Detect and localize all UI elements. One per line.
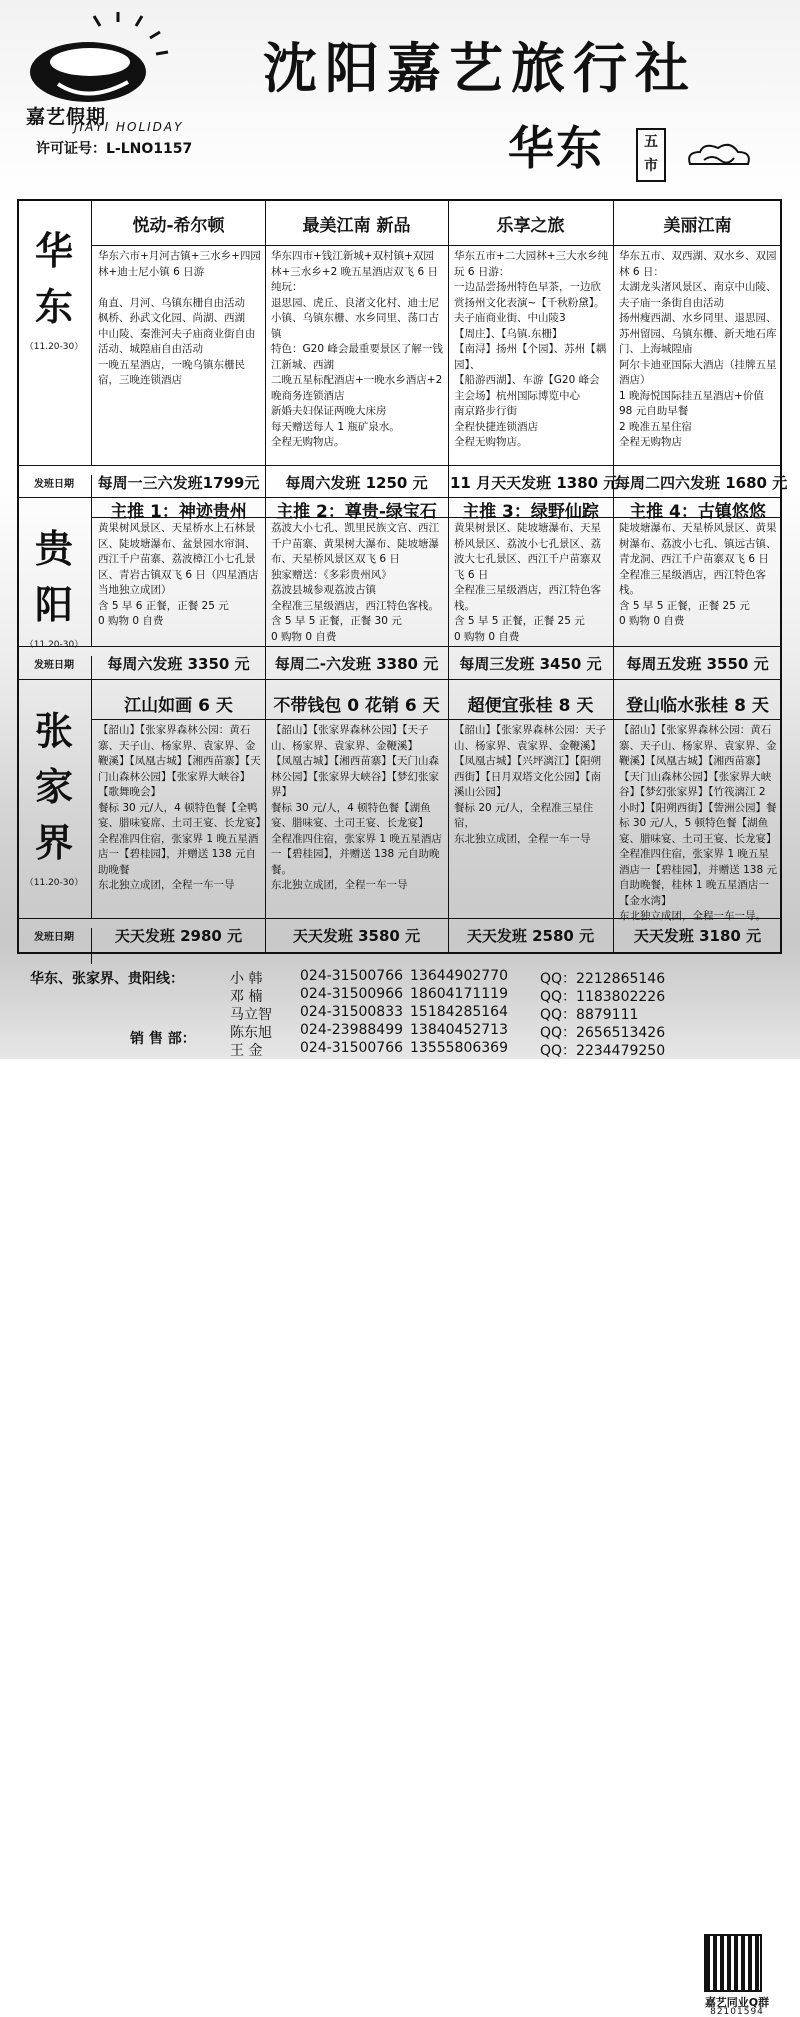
tour-title: 江山如画 6 天 (124, 696, 233, 716)
contact-tel: 024-31500766 (300, 968, 404, 984)
tour-title: 不带钱包 0 花销 6 天 (273, 696, 440, 716)
tour-description-line: 陡坡塘瀑布、天星桥风景区、黄果树瀑布、荔波小七孔、镇远古镇、青龙洞、西江千户苗寨双飞 6 日 (619, 522, 777, 565)
tour-description-line: 华东六市+月河古镇+三水乡+四园林+迪士尼小镇 6 日游 (98, 250, 261, 278)
tour-price: 天天发班 2980 元 (114, 927, 243, 945)
section-name: 华东 (34, 229, 73, 329)
tour-description-line: 东北独立成团，全程一车一导。 (619, 910, 766, 922)
tour-description-line: 【韶山】【张家界森林公园：黄石寨、天子山、杨家界、袁家界、金鞭溪】【凤凰古城】【湘西苗寨】【天门山森林公园】【张家界大峡谷】【歌舞晚会】 (98, 724, 261, 798)
contact-mobile: 18604171119 (410, 986, 508, 1002)
tour-description-line: 华东五市+二大园林+三大水乡纯玩 6 日游： (454, 250, 609, 278)
tour-description-line: 0 购物 0 自费 (271, 630, 337, 643)
tour-description (271, 521, 444, 644)
contact-name: 邓 楠 (230, 989, 263, 1005)
tour-description-line: 太湖龙头渚风景区、南京中山陵、夫子庙一条街自由活动 (619, 281, 777, 309)
contact-qq: QQ：1183802226 (540, 989, 666, 1005)
tour-description-line: 【船游西湖】、车游【G20 峰会主会场】杭州国际博览中心 (454, 374, 600, 402)
tour-description-line: 餐标 30 元/人，4 顿特色餐【湖鱼宴、腊味宴、土司王宴、长龙宴】 (271, 801, 431, 829)
tour-description (454, 723, 609, 916)
tour-description-line: 黄果树风景区、天星桥水上石林景区、陡坡塘瀑布、盆景园水帘洞、西江千户苗寨、荔波樟江小七孔景区、青岩古镇双飞 6 日（四星酒店 当地独立成团） (98, 522, 259, 596)
contact-tel: 024-23988499 (300, 1022, 404, 1038)
contact-name: 陈东旭 (230, 1025, 272, 1041)
tour-description-line: 中山陵、秦淮河夫子庙商业街自由活动、城隍庙自由活动 (98, 327, 256, 355)
lines-label: 华东、张家界、贵阳线： (30, 971, 184, 987)
contact-qq: QQ：2212865146 (540, 971, 666, 987)
tour-description-line: 全程准三星级酒店，西江特色客栈。 (454, 584, 601, 612)
schedule-label: 发班日期 (17, 475, 92, 507)
section-label-2 (17, 679, 92, 918)
tour-description-line: 每天赠送每人 1 瓶矿泉水。 (271, 420, 400, 433)
tour-description-line: 全程准四住宿，张家界 1 晚五星酒店一【碧桂园】，并赠送 138 元自助晚餐。 (271, 832, 442, 876)
tour-description (98, 521, 261, 644)
tour-description-line: 【韶山】【张家界森林公园：天子山、杨家界、袁家界、金鞭溪】【凤凰古城】【兴坪漓江】【阳朔西街】【日月双塔文化公园】【南溪山公园】 (454, 724, 607, 798)
qr-label: 嘉艺同业Q群 (704, 1996, 770, 2009)
schedule-label: 发班日期 (17, 656, 92, 689)
qr-number: 82101594 (710, 2007, 764, 2017)
schedule-divider (17, 646, 782, 647)
tour-description (98, 723, 266, 916)
tour-description-line: 荔波大小七孔、凯里民族文宫、西江千户苗寨、黄果树大瀑布、陡坡塘瀑布、天星桥风景区双飞 6 日 (271, 522, 439, 565)
contact-qq: QQ：8879111 (540, 1007, 639, 1023)
tour-description-line: 东北独立成团，全程一车一导 (454, 832, 591, 845)
tour-title: 美丽江南 (663, 216, 732, 236)
tour-description-line: 一边品尝扬州特色早茶，一边欣赏扬州文化表演~【千秋粉黛】。 (454, 281, 605, 309)
section-date: （11.20-30） (24, 640, 84, 650)
tour-title: 最美江南 新品 (302, 216, 411, 236)
tour-description-line: 【韶山】【张家界森林公园】【天子山、杨家界、袁家界、金鞭溪】 (271, 724, 429, 752)
footer (0, 958, 800, 2017)
tour-description-line: 1 晚海悦国际挂五星酒店+价值 98 元自助早餐 (619, 389, 764, 417)
tour-description-line: 东北独立成团，全程一车一导 (98, 879, 235, 891)
tour-description-line: 【周庄】、【乌镇.东栅】 (454, 327, 563, 340)
contact-mobile: 13555806369 (410, 1040, 508, 1056)
contact-mobile: 15184285164 (410, 1004, 508, 1020)
tour-description (271, 723, 444, 916)
tour-price: 每周五发班 3550 元 (626, 655, 769, 673)
contact-qq: QQ：2656513426 (540, 1025, 666, 1041)
schedule-label: 发班日期 (17, 928, 92, 964)
tour-title: 登山临水张桂 8 天 (626, 696, 769, 716)
tour-description-line: 含 5 早 5 正餐，正餐 30 元 (271, 615, 402, 627)
license-number: 许可证号：L-LNO1157 (36, 141, 193, 157)
tour-title: 超便宜张桂 8 天 (467, 696, 594, 716)
tour-title: 主推 2：尊贵-绿宝石 (276, 502, 437, 522)
tour-description-line: 【凤凰古城】【湘西苗寨】【天门山森林公园】【张家界大峡谷】【梦幻张家界】 (271, 755, 439, 798)
tour-price: 11 月天天发班 1380 元 (450, 474, 619, 492)
tour-description-line: 0 购物 0 自费 (619, 615, 685, 627)
column-divider (265, 199, 266, 497)
tour-description-line: 餐标 20 元/人，全程准三星住宿， (454, 801, 594, 829)
tour-description-line: 全程准四住宿，张家界 1 晚五星酒店一【碧桂园】，并赠送 138 元自助晚餐 (98, 832, 259, 876)
seal-stamp: 五市 (636, 128, 666, 182)
section-date: （11.20-30） (24, 342, 84, 352)
tour-price: 每周二-六发班 3380 元 (274, 655, 439, 673)
contact-qq: QQ：2234479250 (540, 1043, 666, 1059)
tour-description-line: 新婚夫妇保证两晚大床房 (271, 405, 387, 417)
tour-price: 天天发班 3580 元 (292, 927, 421, 945)
column-divider (448, 497, 449, 679)
tour-description-line: 2 晚准五星住宿 (619, 420, 693, 433)
contact-name: 王 金 (230, 1043, 263, 1059)
tour-description-line: 0 购物 0 自费 (98, 615, 164, 627)
contact-tel: 024-31500966 (300, 986, 404, 1002)
tour-description-line: 扬州瘦西湖、水乡同里、退思园、苏州留园、乌镇东栅、新天地石库门、上海城隍庙 (619, 312, 777, 355)
tour-title: 悦动-希尔顿 (132, 216, 225, 236)
section-divider (17, 679, 782, 680)
tour-description-line: 退思园、虎丘、良渚文化村、迪士尼小镇、乌镇东栅、水乡同里、荡口古镇 (271, 296, 439, 340)
tour-price: 天天发班 3180 元 (633, 927, 762, 945)
column-divider (448, 679, 449, 954)
tour-description (98, 249, 261, 463)
tour-description-line: 全程准三星级酒店，西江特色客栈。 (271, 599, 439, 612)
column-divider (613, 497, 614, 679)
tour-description-line: 独家赠送：《多彩贵州风》 (271, 568, 392, 581)
section-name: 贵阳 (34, 527, 73, 627)
tour-description-line: 阿尔卡迪亚国际大酒店（挂牌五星酒店） (619, 358, 777, 386)
tour-description-line: 全程无购物店。 (271, 436, 345, 448)
tour-price: 每周六发班 3350 元 (107, 655, 250, 673)
tour-description-line: 华东四市+钱江新城+双村镇+双园林+三水乡+2 晚五星酒店双飞 6 日纯玩： (271, 250, 438, 293)
tour-description-line: 餐标 30 元/人，4 顿特色餐【全鸭宴、腊味宴席、土司王宴、长龙宴】 (98, 801, 266, 829)
column-divider (613, 679, 614, 954)
tour-description (619, 723, 778, 922)
tour-description-line: 【韶山】【张家界森林公园：黄石寨、天子山、杨家界、袁家界、金鞭溪】【凤凰古城】【湘西苗寨】【天门山森林公园】【张家界大峡谷】【梦幻张家界】【竹筏漓江 2 小时】【阳朔西街】【訾洲公园】餐标 30 元/人，5 顿特色餐【湖鱼宴、腊味宴、土司王宴、长龙宴】 (619, 724, 777, 845)
column-divider (448, 199, 449, 497)
tour-description (619, 249, 778, 463)
tour-description-line: 夫子庙商业街、中山陵3 (454, 312, 566, 324)
tour-description-line: 东北独立成团，全程一车一导 (271, 879, 408, 891)
tour-description-line: 含 5 早 5 正餐，正餐 25 元 (619, 599, 750, 612)
contact-mobile: 13644902770 (410, 968, 508, 984)
tour-description (454, 249, 609, 463)
section-date: （11.20-30） (24, 878, 84, 888)
tour-description-line (98, 280, 261, 296)
tour-description-line: 南京路步行街 (454, 405, 517, 417)
tour-price: 天天发班 2580 元 (466, 927, 595, 945)
tour-title: 乐享之旅 (496, 216, 565, 236)
tour-description-line: 荔波县城参观荔波古镇 (271, 584, 376, 596)
schedule-divider (17, 465, 782, 466)
section-name: 张家界 (34, 709, 73, 865)
tour-description-line: 一晚五星酒店，一晚乌镇东栅民宿，三晚连锁酒店 (98, 358, 245, 386)
tour-description-line: 含 5 早 5 正餐，正餐 25 元 (454, 615, 585, 627)
header (0, 0, 800, 198)
tour-description-line: 【南浔】扬州【个园】、苏州【耦园】、 (454, 343, 607, 371)
cloud-icon (684, 140, 754, 176)
contact-tel: 024-31500833 (300, 1004, 404, 1020)
tour-price: 每周六发班 1250 元 (285, 474, 428, 492)
page-title: 沈阳嘉艺旅行社 (263, 37, 697, 100)
section-label-1 (17, 497, 92, 650)
tour-description (271, 249, 444, 463)
tour-price: 每周一三六发班1799元 (97, 474, 260, 492)
tour-description-line: 含 5 早 6 正餐，正餐 25 元 (98, 599, 229, 612)
tour-title: 主推 1：神迹贵州 (110, 502, 247, 522)
contact-name: 小 韩 (230, 971, 263, 987)
logo-subtitle: JIAYI HOLIDAY (74, 120, 184, 134)
contact-name: 马立智 (230, 1007, 272, 1023)
contact-tel: 024-31500766 (300, 1040, 404, 1056)
tour-description-line: 华东五市、双西湖、双水乡、双园林 6 日： (619, 250, 777, 278)
tour-description-line: 0 购物 0 自费 (454, 630, 520, 643)
tour-price: 每周三发班 3450 元 (459, 655, 602, 673)
tour-title: 主推 4：古镇悠悠 (629, 502, 766, 522)
tour-price: 每周二四六发班 1680 元 (615, 474, 788, 492)
tour-description-line: 角直、月河、乌镇东栅自由活动 (98, 296, 245, 309)
tour-description-line: 黄果树景区、陡坡塘瀑布、天星桥风景区、荔波小七孔景区、荔波大七孔景区、西江千户苗寨双飞 6 日 (454, 522, 601, 581)
tour-description-line: 二晚五星标配酒店+一晚水乡酒店+2晚商务连锁酒店 (271, 374, 443, 402)
qr-code-icon (704, 1934, 762, 1992)
column-divider (613, 199, 614, 497)
tour-description-line: 特色：G20 峰会最重要景区了解一钱江新城、西湖 (271, 343, 443, 371)
tour-description (454, 521, 609, 644)
tour-description-line: 全程快捷连锁酒店 (454, 420, 538, 433)
tour-description-line: 枫桥、孙武文化园、尚湖、西湖 (98, 312, 245, 324)
tour-description (619, 521, 778, 644)
contact-mobile: 13840452713 (410, 1022, 508, 1038)
tour-description-line: 全程无购物店。 (454, 436, 528, 448)
column-divider (265, 497, 266, 679)
section-label-0 (17, 199, 92, 465)
sales-label: 销 售 部： (130, 1031, 196, 1047)
tour-description-line: 全程无购物店 (619, 436, 682, 448)
tour-description-line: 全程准三星级酒店，西江特色客栈。 (619, 568, 766, 596)
logo-text: 嘉艺假期 (26, 106, 107, 128)
region-title: 华东 (508, 121, 604, 175)
tour-description-line: 全程准四住宿，张家界 1 晚五星酒店一【碧桂园】，并赠送 138 元自助晚餐，桂林 1 晚五星酒店一【金水湾】 (619, 848, 777, 907)
tour-title: 主推 3：绿野仙踪 (462, 502, 599, 522)
